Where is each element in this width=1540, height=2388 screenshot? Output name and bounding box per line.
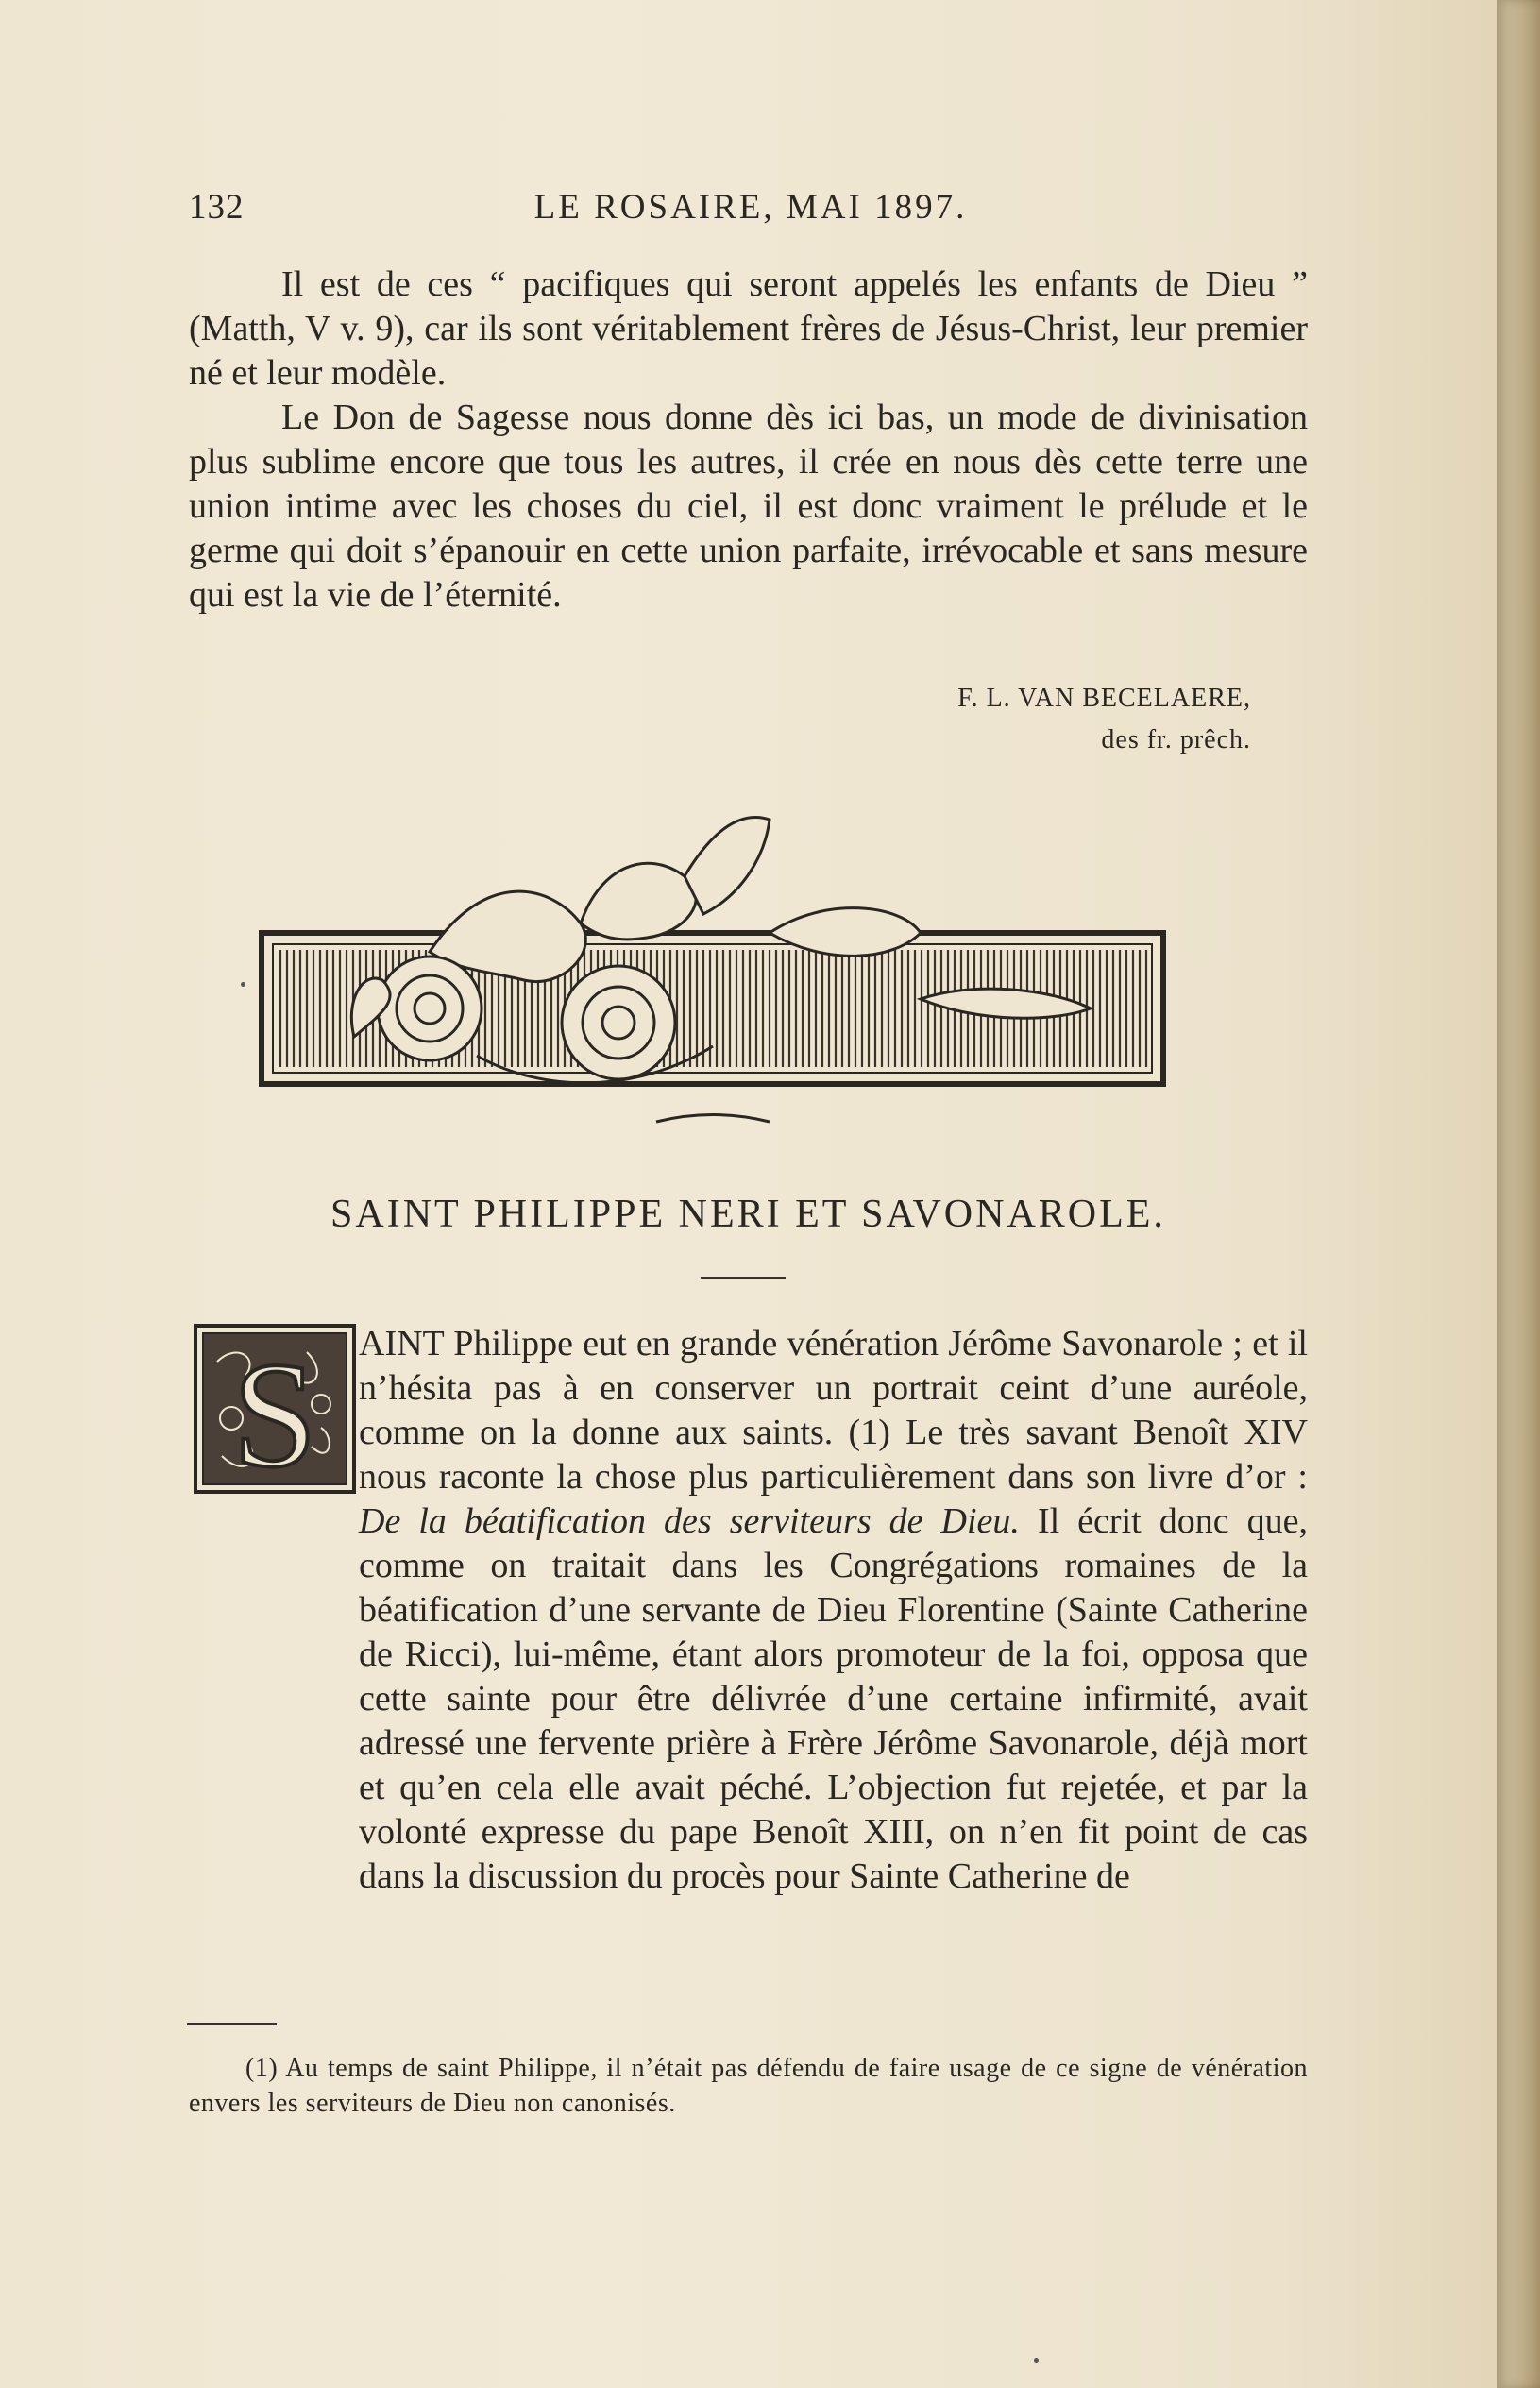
author-signature bbox=[957, 678, 1251, 761]
paragraph-don-de-sagesse: Le Don de Sagesse nous donne dès ici bas, un mode de divinisation plus sublime encore que tous les autres, il crée en nous dès cette terre une union intime avec les choses du ciel, il est donc vraiment le prélude et le germe qui doit s’épanouir en cette union parfaite, irrévocable et sans mesure qui est la vie de l’éternité. bbox=[189, 398, 1308, 615]
paragraph-pacifiques: Il est de ces “ pacifiques qui seront appelés les enfants de Dieu ” (Matth, V v. 9), car ils sont véritablement frères de Jésus-Christ, leur premier né et leur modèle. bbox=[189, 264, 1308, 393]
article-title: SAINT PHILIPPE NERI ET SAVONAROLE. bbox=[330, 1193, 1166, 1236]
article-paragraph bbox=[189, 1322, 1308, 1899]
article-text-start: AINT Philippe eut en grande vénération Jérôme Savonarole ; et il n’hésita pas à en conserver un portrait ceint d’une auréole, comme on la donne aux saints. (1) Le très savant Benoît XIV nous raconte la chose plus particulièrement dans son livre d’or : bbox=[359, 1324, 1308, 1497]
running-title: LE ROSAIRE, MAI 1897. bbox=[533, 188, 968, 227]
book-page-edge bbox=[1497, 0, 1540, 2388]
dropcap-letter: S bbox=[232, 1330, 317, 1494]
article-body bbox=[189, 1322, 1308, 1899]
author-order: des fr. prêch. bbox=[1101, 725, 1251, 754]
title-rule bbox=[701, 1277, 786, 1279]
book-title: De la béatification des serviteurs de Dieu. bbox=[359, 1501, 1020, 1541]
print-speck bbox=[241, 982, 245, 987]
print-speck bbox=[1034, 2358, 1039, 2363]
article-text-rest: Il écrit donc que, comme on traitait dans les Congrégations romaines de la béatification d’une servante de Dieu Florentine (Sainte Catherine de Ricci), lui-même, étant alors promoteur de la foi, opposa que cette sainte pour être délivrée d’une certaine infirmité, avait adressé une fervente prière à Frère Jérôme Savonarole, déjà mort et qu’en cela elle avait péché. L’objection fut rejetée, et par la volonté expresse du pape Benoît XIII, on n’en fit point de cas dans la discussion du procès pour Sainte Catherine de bbox=[359, 1501, 1308, 1896]
footnote-rule bbox=[187, 2023, 277, 2025]
page-header bbox=[189, 187, 1312, 234]
page-number: 132 bbox=[189, 188, 245, 227]
closing-paragraphs bbox=[189, 263, 1308, 618]
rose-ornament-illustration bbox=[241, 810, 1242, 1141]
author-name: F. L. VAN BECELAERE, bbox=[957, 684, 1251, 713]
footnote bbox=[189, 2051, 1308, 2121]
footnote-text: (1) Au temps de saint Philippe, il n’était pas défendu de faire usage de ce signe de vénération envers les serviteurs de Dieu non canonisés. bbox=[189, 2054, 1308, 2118]
